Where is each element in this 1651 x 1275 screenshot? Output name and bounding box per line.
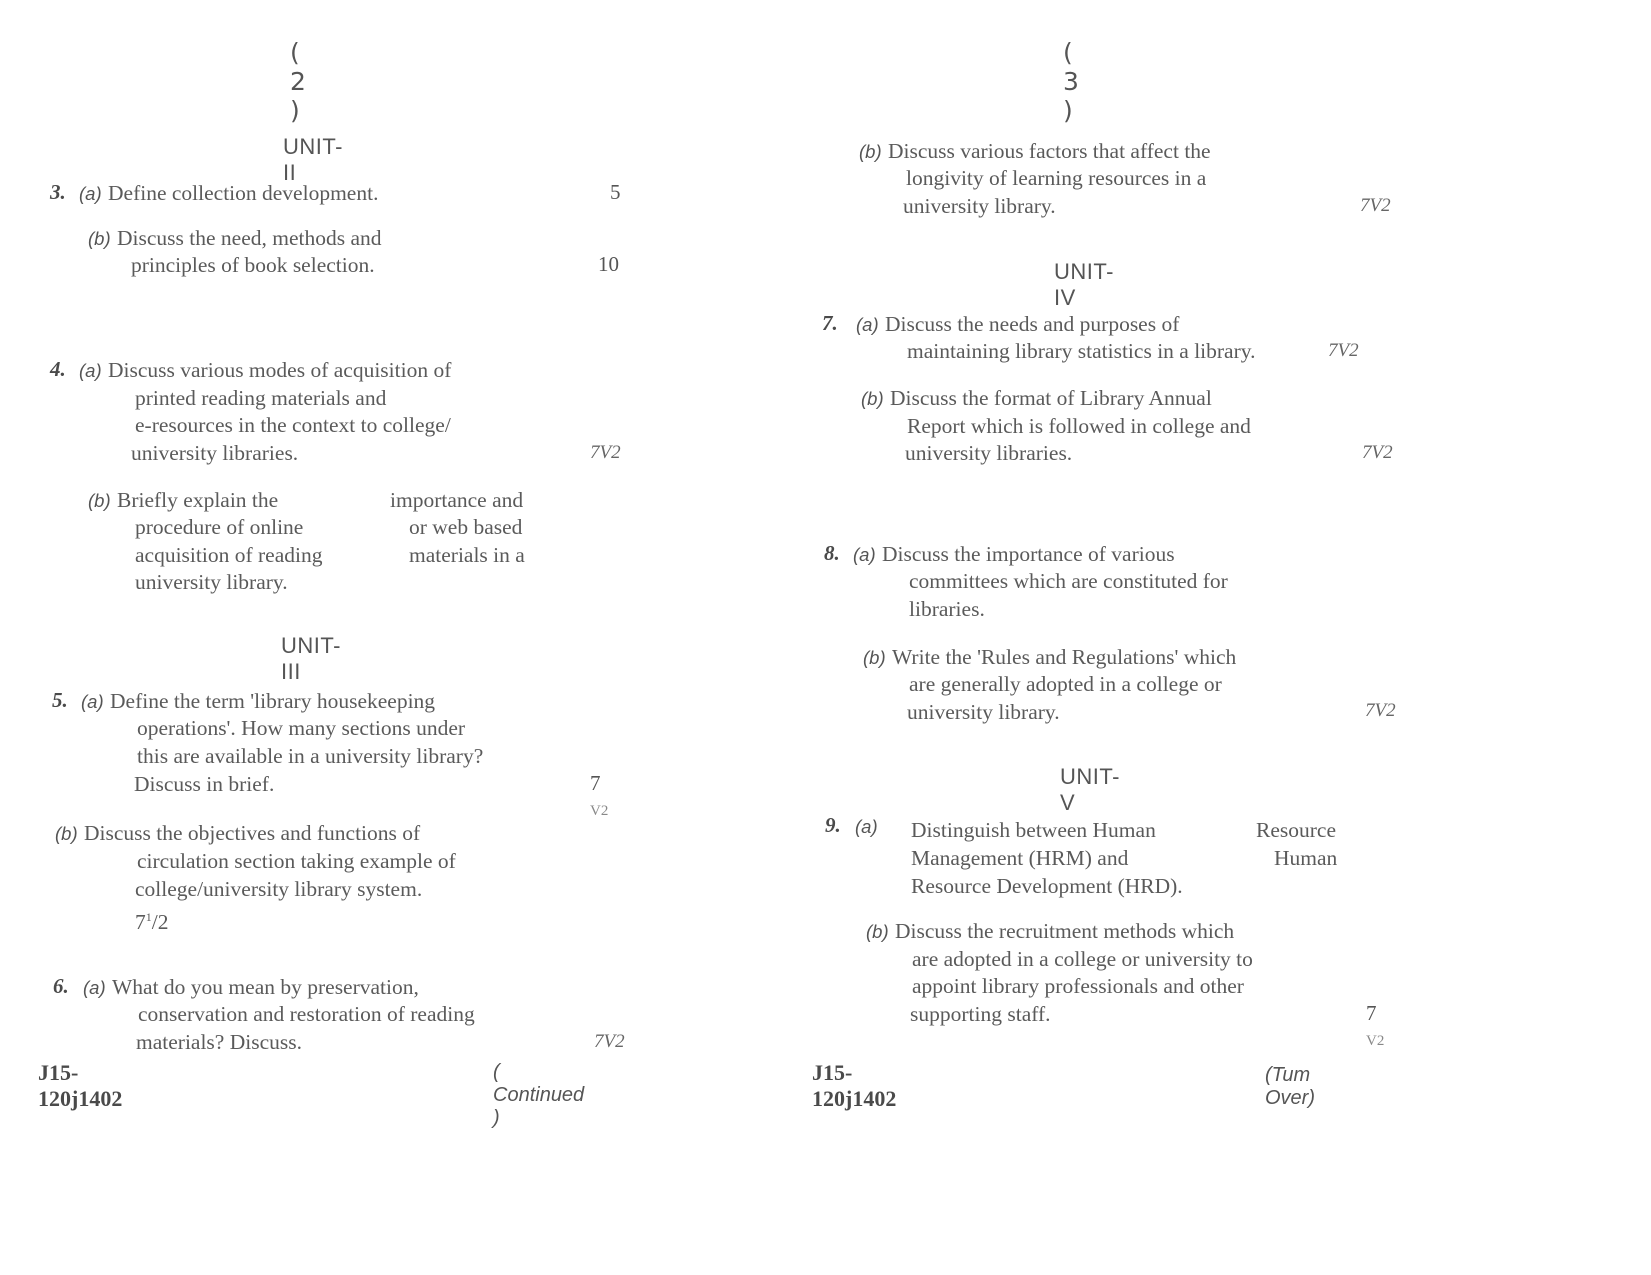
- question-text: Discuss the need, methods and: [117, 226, 382, 250]
- question-text: maintaining library statistics in a library.: [907, 339, 1256, 363]
- marks: 7V2: [1362, 442, 1393, 463]
- unit-heading: UNIT-IV: [1054, 259, 1114, 310]
- marks: 7 V2: [590, 771, 609, 819]
- paper-code: J15-120j1402: [812, 1060, 897, 1111]
- question-text: Resource: [1256, 818, 1336, 842]
- question-text: Discuss in brief.: [134, 772, 275, 796]
- question-text: materials in a: [409, 543, 525, 567]
- unit-heading: UNIT-III: [281, 633, 341, 684]
- question-text: What do you mean by preservation,: [112, 975, 419, 999]
- marks: $7^1/2$: [135, 910, 169, 935]
- question-text: university library.: [907, 700, 1060, 724]
- question-text: Define collection development.: [108, 181, 379, 205]
- question-text: libraries.: [909, 597, 985, 621]
- marks: 7 V2: [1366, 1001, 1385, 1049]
- question-text: materials? Discuss.: [136, 1030, 302, 1054]
- question-text: importance and: [390, 488, 524, 512]
- question-text: Management (HRM) and: [911, 846, 1129, 870]
- question-text: Discuss the recruitment methods which: [895, 919, 1235, 943]
- question-text: university libraries.: [905, 441, 1073, 465]
- question-number: 7.: [822, 311, 838, 335]
- question-number: 4.: [50, 357, 66, 381]
- question-text: or web based: [409, 515, 523, 539]
- question-number: 6.: [53, 974, 69, 998]
- question-text: operations'. How many sections under: [137, 716, 466, 740]
- question-text: Discuss various modes of acquisition of: [108, 358, 452, 382]
- question-text: procedure of online: [135, 515, 304, 539]
- question-text: circulation section taking example of: [137, 849, 456, 873]
- marks: 7V2: [594, 1031, 625, 1052]
- sub-label: (a): [83, 977, 106, 998]
- question-number: 9.: [825, 813, 841, 837]
- unit-heading: UNIT-II: [283, 134, 343, 185]
- question-text: Discuss the format of Library Annual: [890, 386, 1212, 410]
- sub-label: (a): [79, 183, 102, 204]
- question-number: 3.: [50, 180, 66, 204]
- question-text: Resource Development (HRD).: [911, 874, 1183, 898]
- question-number: 8.: [824, 541, 840, 565]
- question-text: Discuss various factors that affect the: [888, 139, 1211, 163]
- marks: 10: [598, 252, 619, 276]
- question-text: committees which are constituted for: [909, 569, 1228, 593]
- question-text: this are available in a university library?: [137, 744, 484, 768]
- sub-label: (b): [88, 490, 111, 511]
- marks: 7V2: [1360, 195, 1391, 216]
- marks: 7V2: [1365, 700, 1396, 721]
- sub-label: (b): [861, 388, 884, 409]
- question-number: 5.: [52, 688, 68, 712]
- question-text: university library.: [135, 570, 288, 594]
- question-text: university library.: [903, 194, 1056, 218]
- turn-over-note: (Tum Over): [1265, 1064, 1315, 1109]
- question-text: are adopted in a college or university to: [912, 947, 1253, 971]
- question-text: Discuss the needs and purposes of: [885, 312, 1180, 336]
- sub-label: (a): [855, 816, 878, 837]
- question-text: printed reading materials and: [135, 386, 387, 410]
- question-text: Briefly explain the: [117, 488, 279, 512]
- unit-heading: UNIT-V: [1060, 764, 1120, 815]
- question-text: college/university library system.: [135, 877, 423, 901]
- question-text: Report which is followed in college and: [907, 414, 1251, 438]
- question-text: Define the term 'library housekeeping: [110, 689, 436, 713]
- question-text: Write the 'Rules and Regulations' which: [892, 645, 1237, 669]
- marks: 7V2: [1328, 340, 1359, 361]
- question-text: supporting staff.: [910, 1002, 1051, 1026]
- sub-label: (a): [853, 544, 876, 565]
- question-text: acquisition of reading: [135, 543, 323, 567]
- question-text: conservation and restoration of reading: [138, 1002, 475, 1026]
- question-text: appoint library professionals and other: [912, 974, 1244, 998]
- continued-note: ( Continued ): [493, 1061, 585, 1129]
- page-number: ( 2 ): [290, 38, 308, 125]
- question-text: Discuss the objectives and functions of: [84, 821, 421, 845]
- sub-label: (b): [859, 141, 882, 162]
- question-text: e-resources in the context to college/: [135, 413, 451, 437]
- sub-label: (b): [866, 921, 889, 942]
- sub-label: (b): [88, 228, 111, 249]
- question-text: university libraries.: [131, 441, 299, 465]
- sub-label: (a): [856, 314, 879, 335]
- marks: 7V2: [590, 442, 621, 463]
- sub-label: (a): [81, 691, 104, 712]
- question-text: longivity of learning resources in a: [906, 166, 1207, 190]
- question-text: principles of book selection.: [131, 253, 375, 277]
- question-text: are generally adopted in a college or: [909, 672, 1222, 696]
- question-text: Human: [1274, 846, 1338, 870]
- question-text: Distinguish between Human: [911, 818, 1156, 842]
- paper-code: J15-120j1402: [38, 1060, 123, 1111]
- question-text: Discuss the importance of various: [882, 542, 1175, 566]
- page-number: ( 3 ): [1063, 38, 1081, 125]
- sub-label: (b): [55, 823, 78, 844]
- sub-label: (b): [863, 647, 886, 668]
- marks: 5: [610, 180, 621, 204]
- sub-label: (a): [79, 360, 102, 381]
